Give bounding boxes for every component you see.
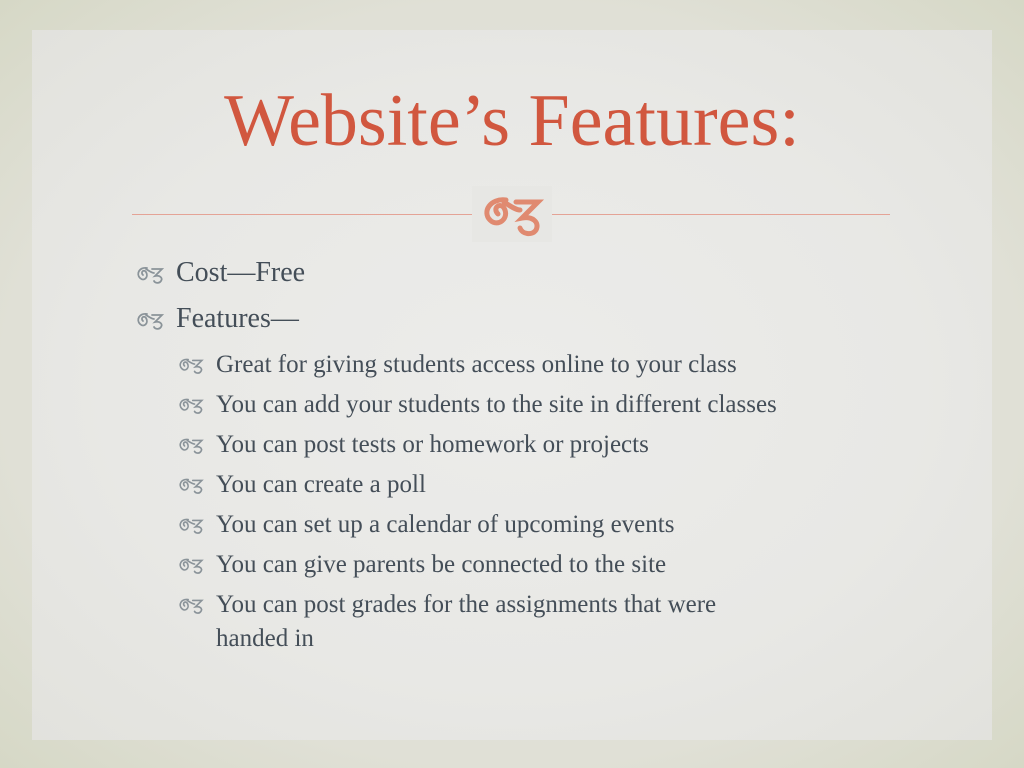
sub-list-item-label: Great for giving students access online to your class xyxy=(216,351,737,378)
flourish-bullet-icon xyxy=(176,595,204,615)
flourish-icon xyxy=(476,188,548,240)
flourish-bullet-icon xyxy=(176,355,204,375)
sub-list-item-label: You can give parents be connected to the site xyxy=(216,551,667,578)
list-item-features xyxy=(134,302,954,336)
flourish-bullet-icon xyxy=(176,395,204,415)
sub-list-item-label: You can add your students to the site in different classes xyxy=(216,391,777,418)
sub-list-item xyxy=(134,388,954,422)
flourish-bullet-icon xyxy=(176,435,204,455)
list-item-label: Features— xyxy=(176,303,299,334)
divider-ornament xyxy=(472,186,552,242)
list-item-cost xyxy=(134,256,954,290)
flourish-bullet-icon xyxy=(176,555,204,575)
bullet-list xyxy=(134,256,954,662)
list-item-label: Cost—Free xyxy=(176,257,306,288)
sub-list-item-label: You can create a poll xyxy=(216,471,426,498)
flourish-bullet-icon xyxy=(176,515,204,535)
sub-list-item xyxy=(134,508,954,542)
sub-list-item-label: You can set up a calendar of upcoming events xyxy=(216,511,675,538)
slide-title: Website’s Features: xyxy=(224,80,800,162)
flourish-bullet-icon xyxy=(134,309,164,331)
sub-list-item xyxy=(134,468,954,502)
sub-list-item xyxy=(134,348,954,382)
flourish-bullet-icon xyxy=(134,263,164,285)
flourish-bullet-icon xyxy=(176,475,204,495)
sub-list-item xyxy=(134,588,776,656)
sub-list-item xyxy=(134,428,954,462)
sub-list-item-label: You can post grades for the assignments that were handed in xyxy=(216,591,717,652)
sub-list-item-label: You can post tests or homework or projects xyxy=(216,431,649,458)
sub-list-item xyxy=(134,548,954,582)
